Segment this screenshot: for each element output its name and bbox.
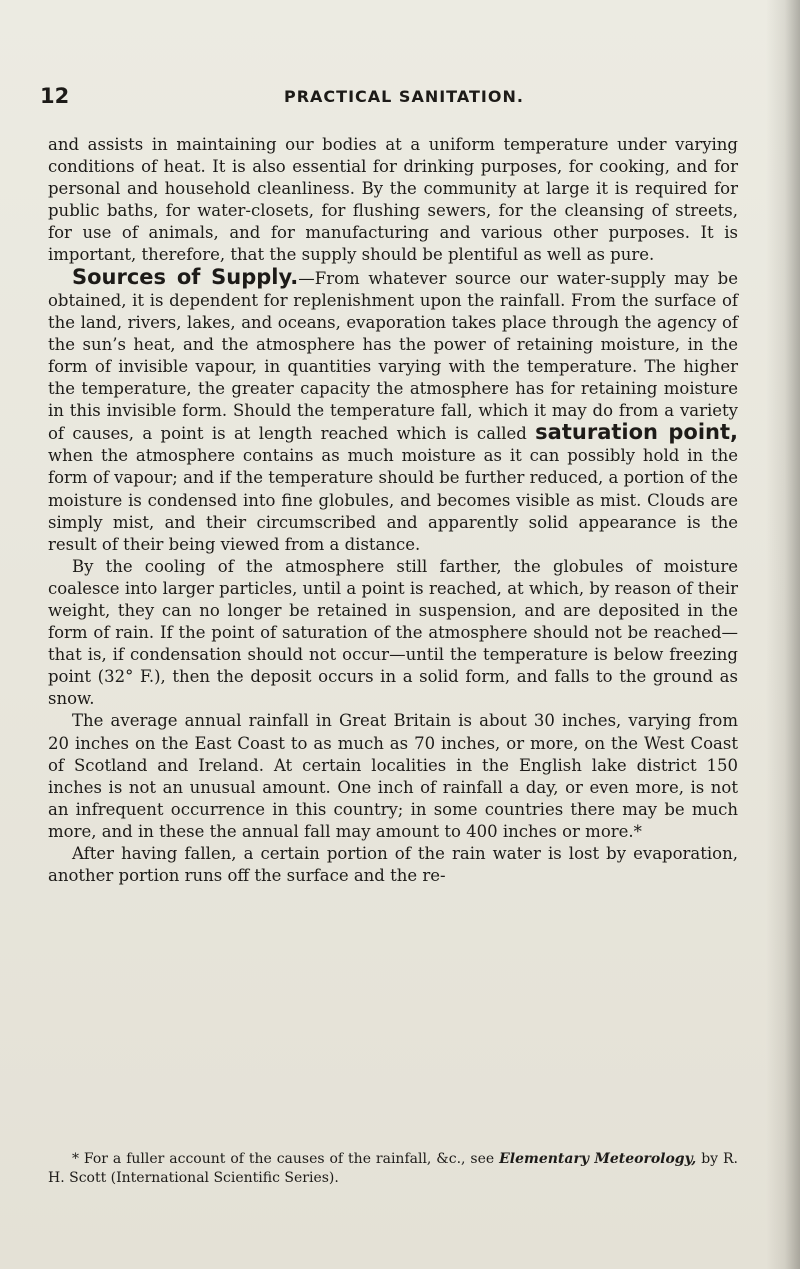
page-gutter-shadow: [766, 0, 800, 1269]
paragraph-after-falling: After having fallen, a certain portion of the rain water is lost by evaporation, another portion runs off the surface and the re-: [48, 844, 738, 886]
footnote-suffix: by R. H. Scott (International Scientific Series).: [48, 1151, 739, 1186]
page-number: 12: [40, 84, 70, 108]
body-text: [48, 134, 738, 887]
running-title: PRACTICAL SANITATION.: [284, 87, 524, 106]
footnote: [48, 1150, 738, 1188]
footnote-text: [48, 1150, 738, 1188]
section-heading-sources-of-supply: Sources of Supply.: [72, 264, 299, 289]
footnote-prefix: * For a fuller account of the causes of the rainfall, &c., see: [72, 1151, 500, 1167]
paragraph-annual-rainfall: The average annual rainfall in Great Britain is about 30 inches, varying from 20 inches on the East Coast to as much as 70 inches, or more, on the West Coast of Scotland and Ireland. At certain localities in the English lake district 150 inches is not an unusual amount. One inch of rainfall a day, or even more, is not an infrequent occurrence in this country; in some countries there may be much more, and in these the annual fall may amount to 400 inches or more.*: [48, 711, 738, 841]
paragraph-water-uses: and assists in maintaining our bodies at a uniform temperature under varying conditions of heat. It is also essential for drinking purposes, for cooking, and for personal and household cleanliness. By the community at large it is required for public baths, for water-closets, for flushing sewers, for the cleansing of streets, for use of animals, and for manufacturing and various other purposes. It is important, therefore, that the supply should be plentiful as well as pure.: [48, 135, 738, 265]
footnote-book-title: Elementary Meteorology,: [499, 1151, 697, 1167]
paragraph-sources-of-supply: [48, 264, 739, 556]
term-saturation-point: saturation point,: [535, 420, 738, 445]
page-header: [40, 84, 740, 110]
sources-text-part-1: —From whatever source our water-supply may be obtained, it is dependent for replenishment upon the rainfall. From the surface of the land, rivers, lakes, and oceans, evaporation takes place through the agency of the sun’s heat, and the atmosphere has the power of retaining moisture, in the form of invisible vapour, in quantities varying with the temperature. The higher the temperature, the greater capacity the atmosphere has for retaining moisture in this invisible form. Should the temperature fall, which it may do from a variety of causes, a point is at length reached which is called: [48, 268, 739, 444]
sources-text-part-2: when the atmosphere contains as much moisture as it can possibly hold in the form of vapour; and if the temperature should be further reduced, a portion of the moisture is condensed into fine globules, and becomes visible as mist. Clouds are simply mist, and their circumscribed and apparently solid appearance is the result of their being viewed from a distance.: [48, 446, 738, 554]
paragraph-rain-and-snow: By the cooling of the atmosphere still farther, the globules of moisture coalesce into larger particles, until a point is reached, at which, by reason of their weight, they can no longer be retained in suspension, and are deposited in the form of rain. If the point of saturation of the atmosphere should not be reached—that is, if condensation should not occur—until the temperature is below freezing point (32° F.), then the deposit occurs in a solid form, and falls to the ground as snow.: [48, 556, 738, 709]
